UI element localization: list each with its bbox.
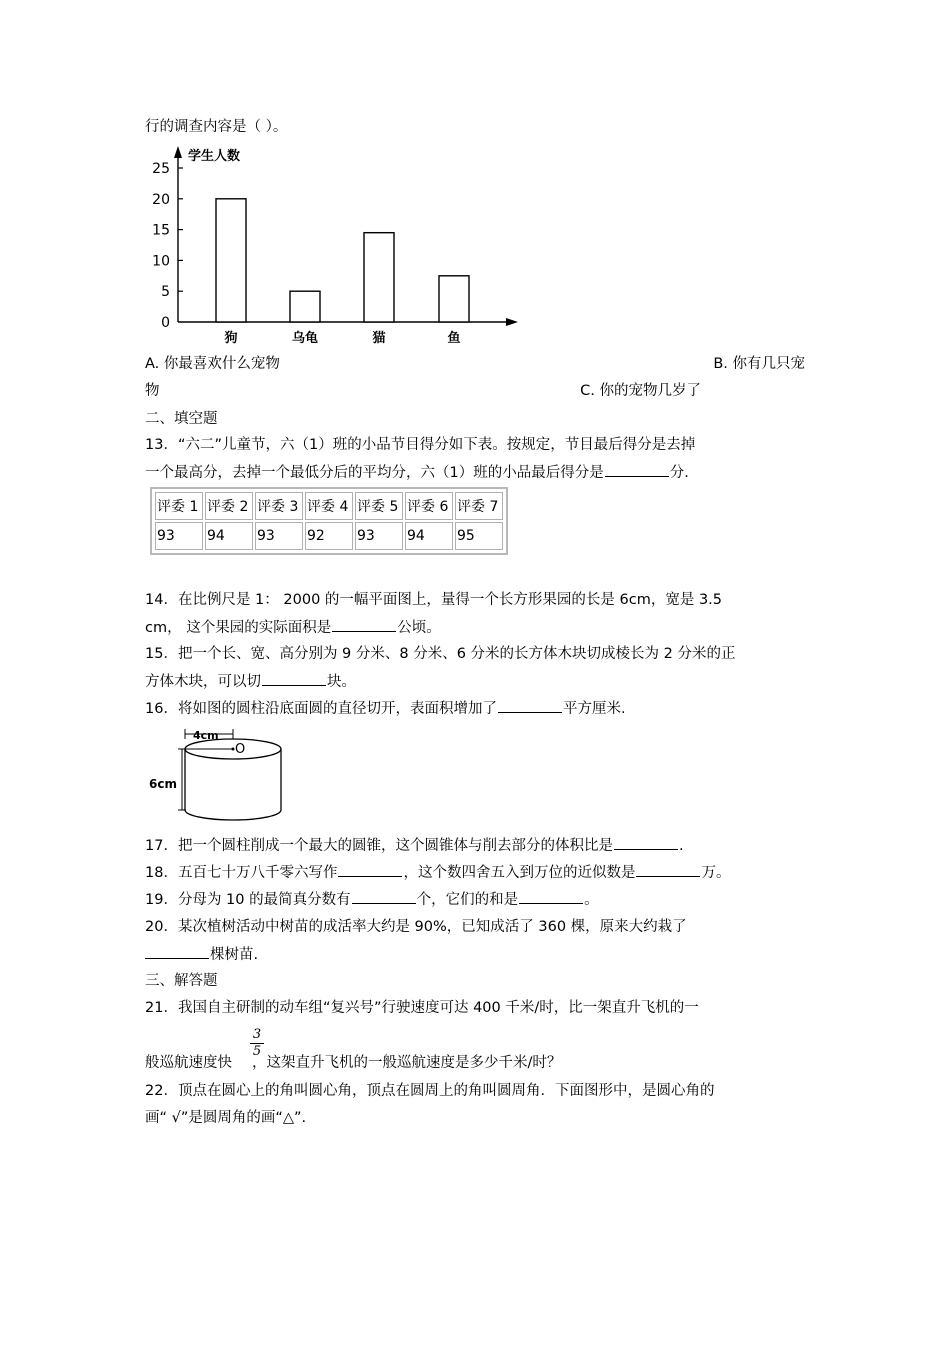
q15-line2: 方体木块，可以切 块。 bbox=[145, 671, 805, 692]
q12-options-row1 bbox=[145, 354, 805, 374]
y-tick-label: 15 bbox=[152, 222, 170, 239]
cylinder-bottom-arc bbox=[185, 810, 281, 820]
q21-line2: 般巡航速度快 ，这架直升飞机的一般巡航速度是多少千米/时？ bbox=[145, 1055, 562, 1071]
q17: 17．把一个圆柱削成一个最大的圆锥，这个圆锥体与削去部分的体积比是 . bbox=[145, 835, 805, 856]
q13-line1: 13．“六二”儿童节，六（1）班的小品节目得分如下表。按规定，节目最后得分是去掉 bbox=[145, 437, 696, 453]
q20-line1: 20．某次植树活动中树苗的成活率大约是 90%，已知成活了 360 棵，原来大约栽了 bbox=[145, 919, 687, 935]
y-axis-arrow bbox=[174, 146, 182, 158]
score-table bbox=[150, 487, 508, 555]
height-label: 6cm bbox=[149, 777, 177, 791]
q22-line2: 画“ √”是圆周角的画“△”. bbox=[145, 1110, 307, 1126]
x-tick-label: 鱼 bbox=[447, 331, 461, 346]
section-title-fill-blank: 二、填空题 bbox=[145, 411, 218, 427]
section-title-solve: 三、解答题 bbox=[145, 973, 218, 989]
y-tick-label: 20 bbox=[152, 191, 170, 208]
table-cell: 94 bbox=[205, 522, 253, 550]
table-header-cell: 评委 2 bbox=[205, 492, 253, 520]
q21-line1: 21．我国自主研制的动车组“复兴号”行驶速度可达 400 千米/时，比一架直升飞机的一 bbox=[145, 1000, 699, 1016]
bar-chart bbox=[140, 138, 540, 353]
q12-intro: 行的调查内容是（ ）。 bbox=[145, 119, 288, 135]
q22-line1: 22．顶点在圆心上的角叫圆心角，顶点在圆周上的角叫圆周角．下面图形中，是圆心角的 bbox=[145, 1083, 715, 1099]
table-cell: 94 bbox=[405, 522, 453, 550]
q14-line2: cm， 这个果园的实际面积是 公顷。 bbox=[145, 617, 805, 638]
q12-options-row2 bbox=[145, 381, 805, 401]
answer-blank bbox=[352, 889, 416, 904]
table-cell: 92 bbox=[305, 522, 353, 550]
q15-line1: 15．把一个长、宽、高分别为 9 分米、8 分米、6 分米的长方体木块切成棱长为 2 分米的正 bbox=[145, 646, 736, 662]
radius-label: 4cm bbox=[193, 729, 219, 742]
table-header-cell: 评委 3 bbox=[255, 492, 303, 520]
answer-blank bbox=[636, 862, 700, 877]
y-tick-label: 5 bbox=[161, 284, 170, 301]
x-tick-label: 乌龟 bbox=[291, 331, 319, 346]
x-axis-arrow bbox=[506, 318, 518, 326]
option-b-cont: 物 bbox=[145, 383, 160, 399]
table-cell: 93 bbox=[155, 522, 203, 550]
table-cell: 95 bbox=[455, 522, 503, 550]
table-header-row bbox=[155, 492, 503, 520]
fraction-numerator: 3 bbox=[252, 1027, 262, 1042]
answer-blank bbox=[498, 698, 562, 713]
bar bbox=[216, 199, 246, 322]
table-header-cell: 评委 1 bbox=[155, 492, 203, 520]
q16-line1: 16．将如图的圆柱沿底面圆的直径切开，表面积增加了 平方厘米. bbox=[145, 698, 805, 719]
y-axis-label: 学生人数 bbox=[188, 149, 241, 164]
answer-blank bbox=[605, 462, 669, 477]
q19: 19．分母为 10 的最简真分数有 个，它们的和是 。 bbox=[145, 889, 805, 910]
option-c: C. 你的宠物几岁了 bbox=[580, 383, 701, 399]
bar bbox=[439, 276, 469, 322]
table-row bbox=[155, 522, 503, 550]
answer-blank bbox=[614, 835, 678, 850]
q14-line1: 14．在比例尺是 1： 2000 的一幅平面图上，量得一个长方形果园的长是 6cm，宽是 3.5 bbox=[145, 592, 723, 608]
table-header-cell: 评委 4 bbox=[305, 492, 353, 520]
option-b: B. 你有几只宠 bbox=[713, 356, 805, 372]
table-header-cell: 评委 5 bbox=[355, 492, 403, 520]
answer-blank bbox=[338, 862, 402, 877]
table-cell: 93 bbox=[255, 522, 303, 550]
answer-blank bbox=[262, 671, 326, 686]
table-header-cell: 评委 6 bbox=[405, 492, 453, 520]
option-a: A. 你最喜欢什么宠物 bbox=[145, 356, 280, 372]
x-tick-label: 猫 bbox=[372, 331, 386, 346]
answer-blank bbox=[145, 944, 209, 959]
fraction-denominator: 5 bbox=[252, 1044, 262, 1059]
bar bbox=[290, 291, 320, 322]
q13-line2: 一个最高分，去掉一个最低分后的平均分，六（1）班的小品最后得分是 分. bbox=[145, 462, 805, 483]
bar bbox=[364, 233, 394, 322]
y-tick-label: 25 bbox=[152, 161, 170, 177]
answer-blank bbox=[519, 889, 583, 904]
cylinder-figure bbox=[145, 722, 285, 827]
table-header-cell: 评委 7 bbox=[455, 492, 503, 520]
x-tick-label: 狗 bbox=[224, 331, 238, 346]
y-tick-label: 0 bbox=[161, 315, 170, 331]
q20-line2: 棵树苗. bbox=[145, 944, 805, 965]
q18: 18．五百七十万八千零六写作 ，这个数四舍五入到万位的近似数是 万。 bbox=[145, 862, 805, 883]
answer-blank bbox=[332, 617, 396, 632]
table-cell: 93 bbox=[355, 522, 403, 550]
center-label: O bbox=[235, 742, 246, 757]
y-tick-label: 10 bbox=[152, 253, 170, 270]
